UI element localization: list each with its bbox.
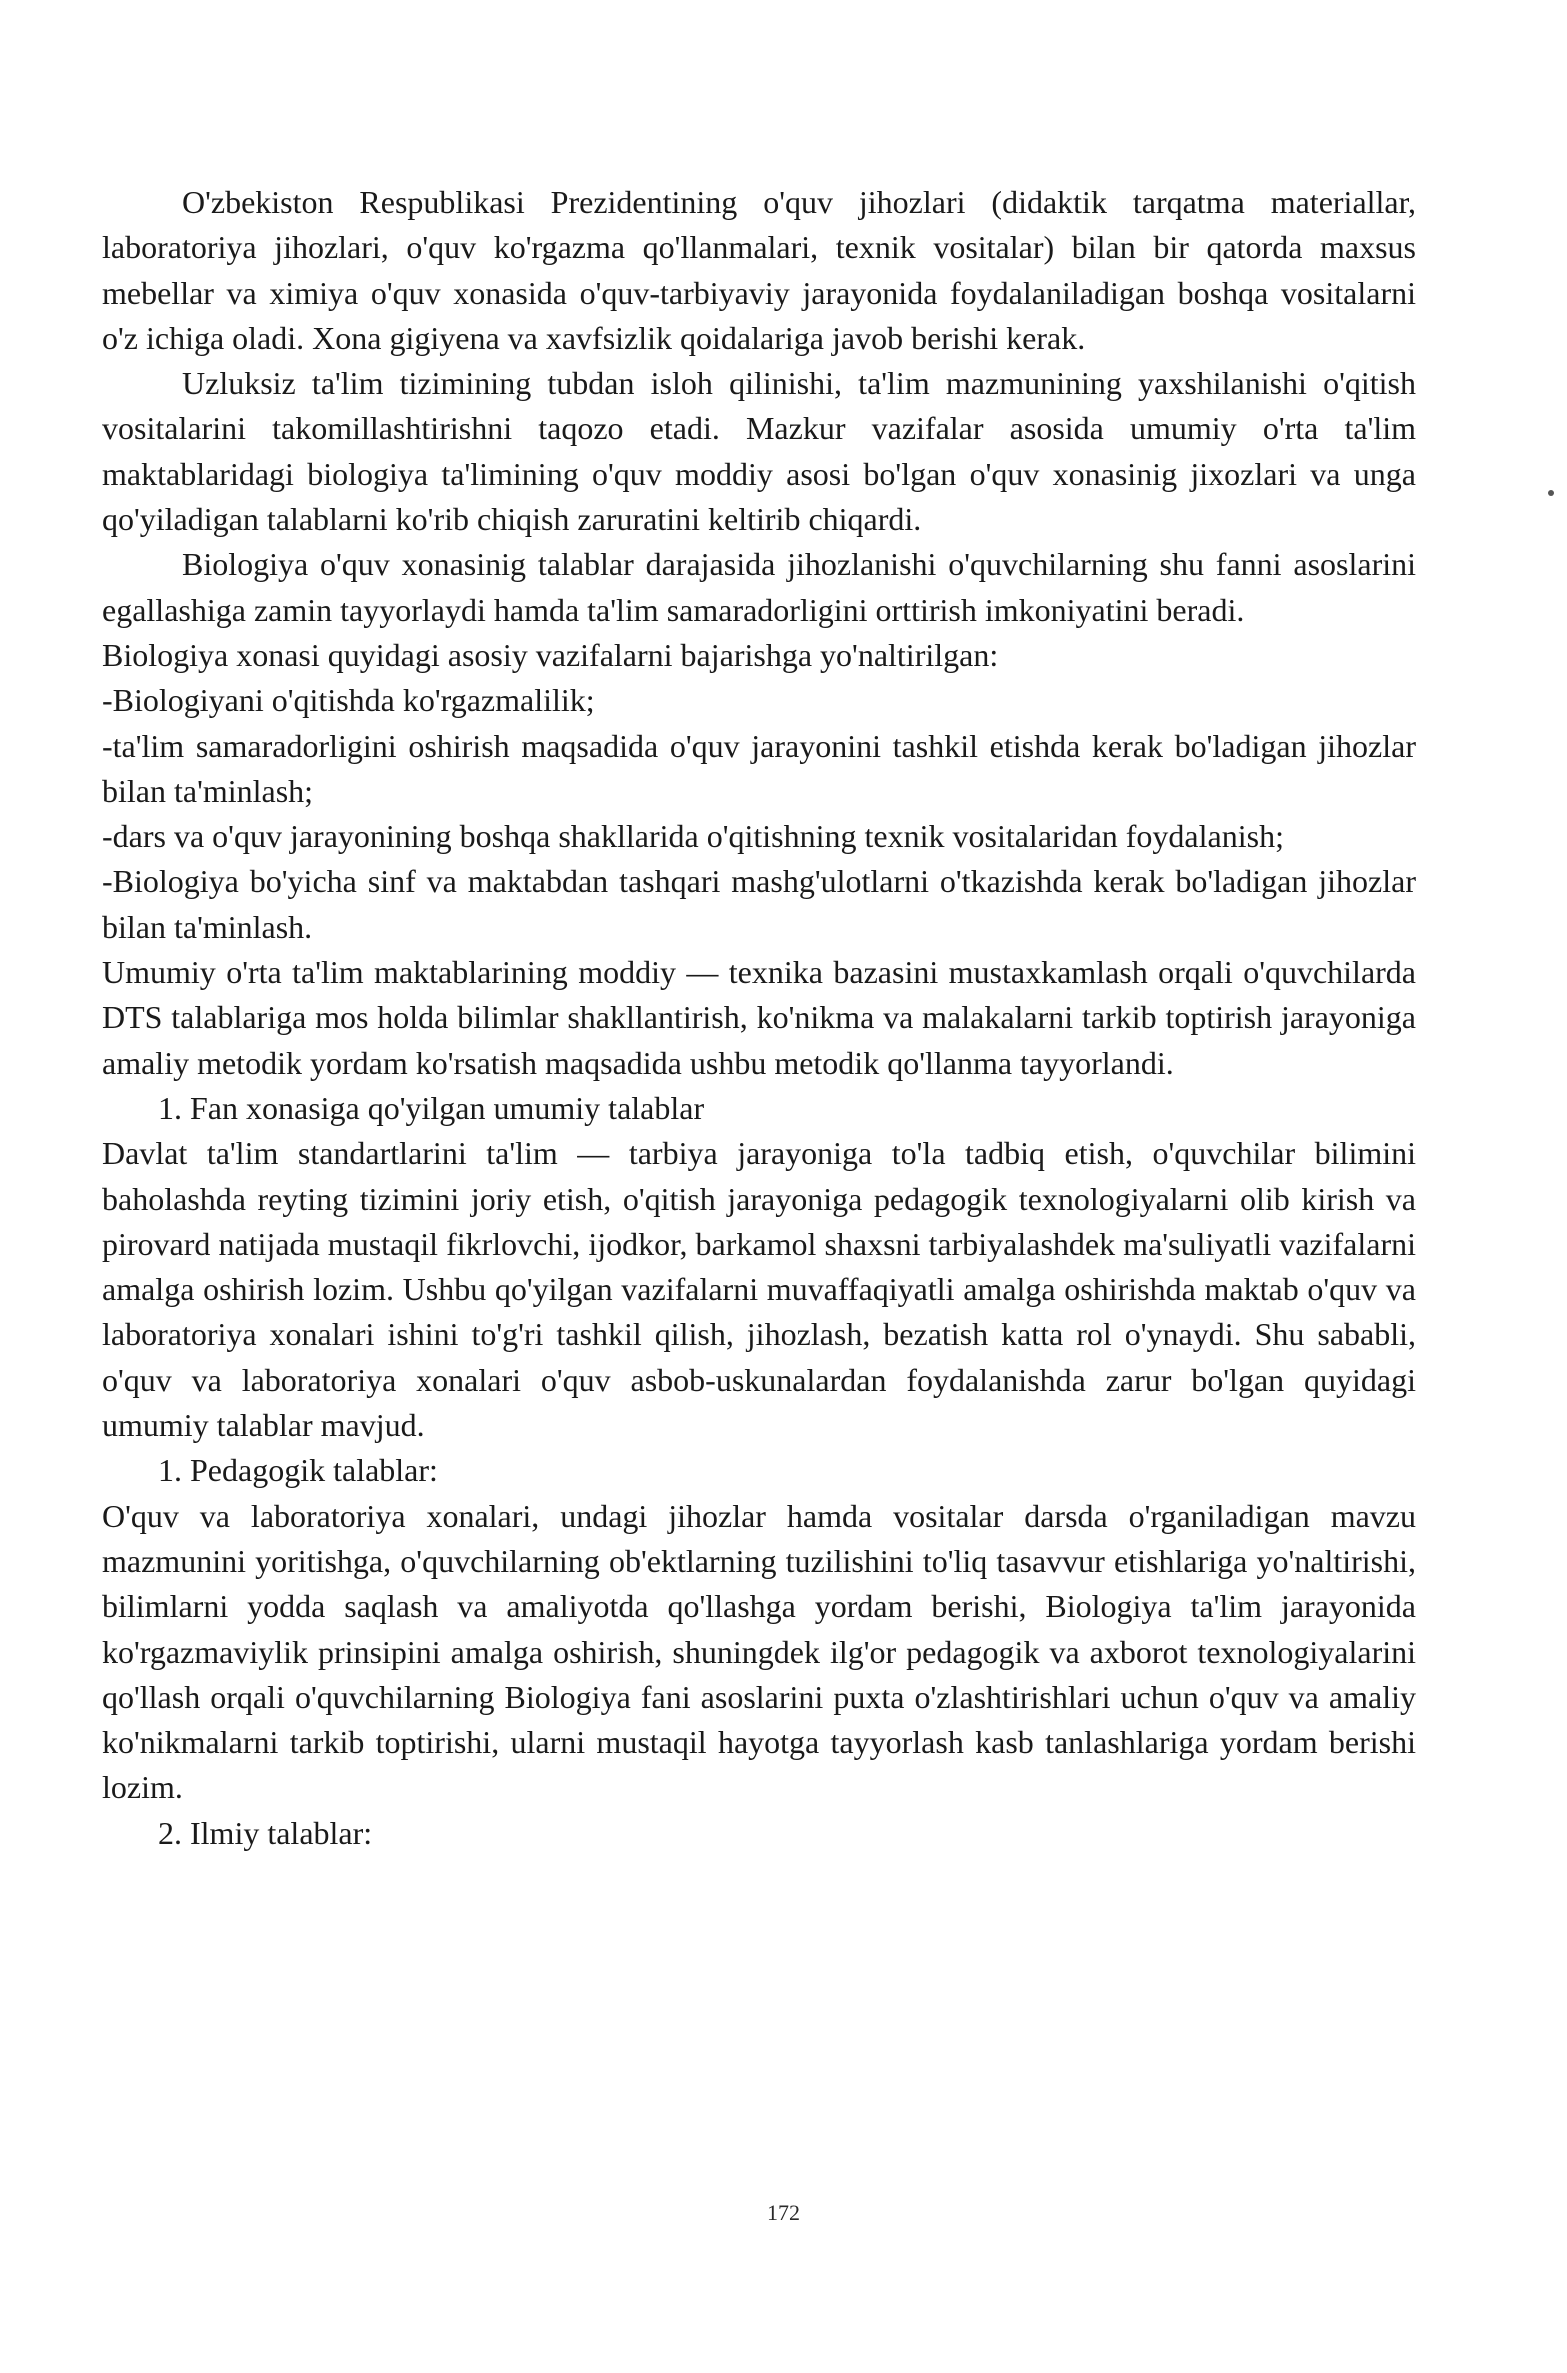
paragraph-vazifalar-intro: Biologiya xonasi quyidagi asosiy vazifalarni bajarishga yo'naltirilgan: — [102, 636, 999, 673]
body-text — [102, 180, 1416, 1856]
section-heading-ilmiy: 2. Ilmiy talablar: — [158, 1814, 373, 1851]
margin-dot — [1548, 490, 1554, 496]
section-heading-pedagogik: 1. Pedagogik talablar: — [158, 1452, 438, 1489]
list-item: -ta'lim samaradorligini oshirish maqsadida o'quv jarayonini tashkil etishda kerak bo'ladigan jihozlar bilan ta'minlash; — [102, 727, 1416, 809]
paragraph-umumiy: Umumiy o'rta ta'lim maktablarining moddiy — texnika bazasini mustaxkamlash orqali o'quvchilarda DTS talablariga mos holda bilimlar shakllantirish, ko'nikma va malakalarni tarkib toptirish jarayoniga amaliy metodik yordam ko'rsatish maqsadida ushbu metodik qo'llanma tayyorlandi. — [102, 954, 1416, 1081]
paragraph-intro: O'zbekiston Respublikasi Prezidentining o'quv jihozlari (didaktik tarqatma materiallar, laboratoriya jihozlari, o'quv ko'rgazma qo'llanmalari, texnik vositalar) bilan bir qatorda maxsus mebellar va ximiya o'quv xonasida o'quv-tarbiyaviy jarayonida foydalaniladigan boshqa vositalarni o'z ichiga oladi. Xona gigiyena va xavfsizlik qoidalariga javob berishi kerak. — [102, 184, 1416, 356]
paragraph-biologiya-xonasi: Biologiya o'quv xonasinig talablar darajasida jihozlanishi o'quvchilarning shu fanni asoslarini egallashiga zamin tayyorlaydi hamda ta'lim samaradorligini orttirish imkoniyatini beradi. — [102, 546, 1416, 628]
paragraph-uzluksiz: Uzluksiz ta'lim tizimining tubdan isloh qilinishi, ta'lim mazmunining yaxshilanishi o'qitish vositalarini takomillashtirishni taqozo etadi. Mazkur vazifalar asosida umumiy o'rta ta'lim maktablaridagi biologiya ta'limining o'quv moddiy asosi bo'lgan o'quv xonasinig jixozlari va unga qo'yiladigan talablarni ko'rib chiqish zaruratini keltirib chiqardi. — [102, 365, 1416, 538]
list-item: -Biologiyani o'qitishda ko'rgazmalilik; — [102, 682, 595, 719]
page-number: 172 — [767, 2200, 800, 2225]
list-item: -dars va o'quv jarayonining boshqa shakllarida o'qitishning texnik vositalaridan foydalanish; — [102, 818, 1284, 855]
section-heading-fan-xonasi: 1. Fan xonasiga qo'yilgan umumiy talablar — [158, 1089, 705, 1126]
list-item: -Biologiya bo'yicha sinf va maktabdan tashqari mashg'ulotlarni o'tkazishda kerak bo'ladigan jihozlar bilan ta'minlash. — [102, 863, 1416, 945]
paragraph-pedagogik: O'quv va laboratoriya xonalari, undagi jihozlar hamda vositalar darsda o'rganiladigan mavzu mazmunini yoritishga, o'quvchilarning ob'ektlarning tuzilishini to'liq tasavvur etishlariga yo'naltirishi, bilimlarni yodda saqlash va amaliyotda qo'llashga yordam berishi, Biologiya ta'lim jarayonida ko'rgazmaviylik prinsipini amalga oshirish, shuningdek ilg'or pedagogik va axborot texnologiyalarini qo'llash orqali o'quvchilarning Biologiya fani asoslarini puxta o'zlashtirishlari uchun o'quv va amaliy ko'nikmalarni tarkib toptirishi, ularni mustaqil hayotga tayyorlash kasb tanlashlariga yordam berishi lozim. — [102, 1497, 1416, 1806]
paragraph-davlat: Davlat ta'lim standartlarini ta'lim — tarbiya jarayoniga to'la tadbiq etish, o'quvchilar bilimini baholashda reyting tizimini joriy etish, o'qitish jarayoniga pedagogik texnologiyalarni olib kirish va pirovard natijada mustaqil fikrlovchi, ijodkor, barkamol shaxsni tarbiyalashdek ma'suliyatli vazifalarni amalga oshirish lozim. Ushbu qo'yilgan vazifalarni muvaffaqiyatli amalga oshirishda maktab o'quv va laboratoriya xonalari ishini to'g'ri tashkil qilish, jihozlash, bezatish katta rol o'ynaydi. Shu sababli, o'quv va laboratoriya xonalari o'quv asbob-uskunalardan foydalanishda zarur bo'lgan quyidagi umumiy talablar mavjud. — [102, 1135, 1416, 1444]
